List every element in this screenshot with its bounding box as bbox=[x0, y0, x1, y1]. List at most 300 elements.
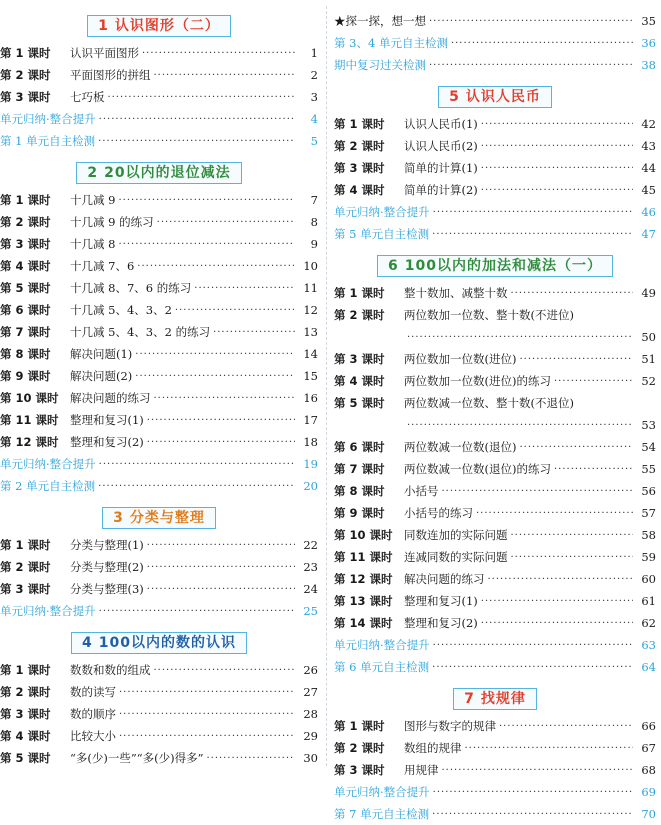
page-number: 57 bbox=[641, 506, 656, 520]
page-number: 47 bbox=[641, 227, 656, 241]
lesson-label: 第 12 课时 bbox=[0, 435, 59, 449]
lesson-title: 平面图形的拼组 bbox=[70, 68, 151, 82]
lesson-title: 解决问题的练习 bbox=[404, 572, 485, 586]
page-number: 43 bbox=[641, 139, 656, 153]
toc-entry[interactable] bbox=[0, 365, 318, 387]
dot-leader bbox=[481, 596, 633, 607]
dot-leader bbox=[465, 743, 634, 754]
toc-entry[interactable] bbox=[0, 681, 318, 703]
lesson-label: 第 1 课时 bbox=[334, 286, 385, 300]
page-number: 25 bbox=[303, 604, 318, 618]
lesson-title: 十几减 8、7、6 的练习 bbox=[70, 281, 192, 295]
dot-leader bbox=[432, 809, 633, 820]
lesson-label: 第 5 课时 bbox=[334, 396, 385, 410]
lesson-label: 第 2 课时 bbox=[0, 68, 51, 82]
column-divider bbox=[326, 6, 328, 766]
review-title: 单元归纳·整合提升 bbox=[0, 604, 96, 618]
page-number: 38 bbox=[641, 58, 656, 72]
page-number: 55 bbox=[641, 462, 656, 476]
page-number: 60 bbox=[641, 572, 656, 586]
page-number: 70 bbox=[641, 807, 656, 821]
lesson-label: 第 9 课时 bbox=[334, 506, 385, 520]
toc-entry[interactable] bbox=[334, 113, 656, 135]
lesson-label: 第 9 课时 bbox=[0, 369, 51, 383]
page-number: 24 bbox=[303, 582, 318, 596]
dot-leader bbox=[154, 665, 296, 676]
page-number: 54 bbox=[641, 440, 656, 454]
lesson-title: 数的读写 bbox=[70, 685, 116, 699]
toc-entry[interactable] bbox=[0, 255, 318, 277]
lesson-label: 第 7 课时 bbox=[0, 325, 51, 339]
toc-entry[interactable] bbox=[0, 600, 318, 622]
dot-leader bbox=[206, 753, 295, 764]
page-number: 29 bbox=[303, 729, 318, 743]
toc-entry[interactable] bbox=[334, 759, 656, 781]
dot-leader bbox=[432, 662, 633, 673]
page-number: 4 bbox=[310, 112, 318, 126]
page-number: 11 bbox=[303, 281, 318, 295]
page-number: 64 bbox=[641, 660, 656, 674]
lesson-label: 第 2 课时 bbox=[0, 215, 51, 229]
lesson-label: 第 1 课时 bbox=[0, 46, 51, 60]
lesson-title: 数数和数的组成 bbox=[70, 663, 151, 677]
dot-leader bbox=[476, 508, 633, 519]
lesson-label: 第 1 课时 bbox=[0, 663, 51, 677]
dot-leader bbox=[481, 618, 633, 629]
lesson-title: 图形与数字的规律 bbox=[404, 719, 496, 733]
toc-entry[interactable] bbox=[334, 568, 656, 590]
toc-entry[interactable] bbox=[334, 502, 656, 524]
lesson-label: 第 8 课时 bbox=[0, 347, 51, 361]
page-number: 62 bbox=[641, 616, 656, 630]
toc-entry[interactable] bbox=[0, 534, 318, 556]
dot-leader bbox=[98, 136, 295, 147]
review-title: 单元归纳·整合提升 bbox=[334, 205, 430, 219]
page-number: 68 bbox=[641, 763, 656, 777]
page-number: 46 bbox=[641, 205, 656, 219]
page-number: 7 bbox=[310, 193, 318, 207]
page-number: 28 bbox=[303, 707, 318, 721]
dot-leader bbox=[442, 765, 634, 776]
review-title: 单元归纳·整合提升 bbox=[0, 457, 96, 471]
dot-leader bbox=[98, 481, 295, 492]
dot-leader bbox=[119, 709, 295, 720]
dot-leader bbox=[481, 163, 633, 174]
dot-leader bbox=[433, 207, 633, 218]
page-number: 35 bbox=[641, 14, 656, 28]
unit-heading-box bbox=[438, 86, 552, 108]
dot-leader bbox=[554, 376, 633, 387]
dot-leader bbox=[99, 459, 295, 470]
dot-leader bbox=[99, 114, 295, 125]
toc-entry[interactable] bbox=[0, 277, 318, 299]
dot-leader bbox=[157, 217, 295, 228]
lesson-title: 十几减 5、4、3、2 bbox=[70, 303, 172, 317]
lesson-title: 数组的规律 bbox=[404, 741, 462, 755]
unit-title: 认识图形（二） bbox=[114, 18, 220, 34]
lesson-title: 整理和复习(2) bbox=[70, 435, 144, 449]
dot-leader bbox=[147, 437, 295, 448]
toc-entry[interactable] bbox=[0, 387, 318, 409]
toc-entry[interactable] bbox=[0, 130, 318, 152]
lesson-title: 解决问题的练习 bbox=[70, 391, 151, 405]
lesson-label: 第 1 课时 bbox=[334, 117, 385, 131]
toc-entry[interactable] bbox=[334, 392, 656, 436]
unit-number: 7 bbox=[464, 691, 475, 707]
toc-entry[interactable] bbox=[334, 480, 656, 502]
dot-leader bbox=[194, 283, 295, 294]
page-number: 14 bbox=[303, 347, 318, 361]
unit-title: 认识人民币 bbox=[465, 89, 541, 105]
lesson-title: 十几减 9 的练习 bbox=[70, 215, 154, 229]
dot-leader bbox=[433, 640, 633, 651]
dot-leader bbox=[407, 332, 633, 343]
page-number: 8 bbox=[310, 215, 318, 229]
lesson-label: 第 4 课时 bbox=[334, 183, 385, 197]
unit-heading bbox=[0, 631, 318, 655]
lesson-title: 整理和复习(2) bbox=[404, 616, 478, 630]
lesson-label: 第 2 课时 bbox=[334, 139, 385, 153]
page-number: 18 bbox=[303, 435, 318, 449]
page-number: 45 bbox=[641, 183, 656, 197]
toc-entry[interactable] bbox=[0, 299, 318, 321]
page-number: 10 bbox=[303, 259, 318, 273]
toc-entry[interactable] bbox=[334, 179, 656, 201]
unit-title: 分类与整理 bbox=[129, 510, 205, 526]
lesson-title: 小括号的练习 bbox=[404, 506, 473, 520]
lesson-label: 第 2 课时 bbox=[0, 560, 51, 574]
dot-leader bbox=[135, 349, 295, 360]
review-title: 单元归纳·整合提升 bbox=[334, 638, 430, 652]
dot-leader bbox=[511, 552, 634, 563]
lesson-label: 第 10 课时 bbox=[334, 528, 393, 542]
lesson-title: 十几减 9 bbox=[70, 193, 116, 207]
unit-heading bbox=[0, 161, 318, 185]
toc-entry[interactable] bbox=[0, 233, 318, 255]
lesson-title: 解决问题(2) bbox=[70, 369, 133, 383]
dot-leader bbox=[481, 185, 633, 196]
toc-entry[interactable] bbox=[0, 189, 318, 211]
lesson-title: 比较大小 bbox=[70, 729, 116, 743]
lesson-label: 第 1 课时 bbox=[0, 538, 51, 552]
page-number: 23 bbox=[303, 560, 318, 574]
dot-leader bbox=[451, 38, 633, 49]
lesson-label: 第 14 课时 bbox=[334, 616, 393, 630]
dot-leader bbox=[407, 420, 633, 431]
lesson-title: 两位数加一位数、整十数(不进位) bbox=[404, 308, 574, 322]
unit-heading-box bbox=[377, 255, 613, 277]
page-number: 1 bbox=[310, 46, 318, 60]
page-number: 15 bbox=[303, 369, 318, 383]
page-number: 59 bbox=[641, 550, 656, 564]
page-number: 66 bbox=[641, 719, 656, 733]
toc-entry[interactable] bbox=[0, 409, 318, 431]
toc-entry[interactable] bbox=[334, 803, 656, 825]
toc-entry[interactable] bbox=[0, 747, 318, 769]
toc-entry[interactable] bbox=[0, 431, 318, 453]
lesson-label: 第 5 课时 bbox=[0, 751, 51, 765]
page-number: 56 bbox=[641, 484, 656, 498]
toc-entry-body bbox=[334, 392, 656, 436]
lesson-title: 两位数加一位数(进位) bbox=[404, 352, 517, 366]
page-number: 69 bbox=[641, 785, 656, 799]
dot-leader bbox=[118, 195, 295, 206]
lesson-title: 数的顺序 bbox=[70, 707, 116, 721]
dot-leader bbox=[511, 288, 634, 299]
toc-entry[interactable] bbox=[0, 659, 318, 681]
review-title: 第 5 单元自主检测 bbox=[334, 227, 430, 241]
toc-entry[interactable] bbox=[334, 304, 656, 348]
toc-entry[interactable] bbox=[334, 656, 656, 678]
page-number: 12 bbox=[303, 303, 318, 317]
lesson-title: 两位数减一位数(退位) bbox=[404, 440, 517, 454]
page-number: 27 bbox=[303, 685, 318, 699]
lesson-label: 第 3 课时 bbox=[334, 161, 385, 175]
unit-heading-box bbox=[76, 162, 241, 184]
toc-entry[interactable] bbox=[334, 546, 656, 568]
toc-entry[interactable] bbox=[0, 343, 318, 365]
lesson-title: 整理和复习(1) bbox=[404, 594, 478, 608]
toc-entry[interactable] bbox=[0, 211, 318, 233]
toc-entry-line bbox=[334, 326, 656, 348]
page-number: 53 bbox=[641, 418, 656, 432]
dot-leader bbox=[429, 16, 633, 27]
page-number: 2 bbox=[310, 68, 318, 82]
lesson-label: 第 2 课时 bbox=[0, 685, 51, 699]
toc-entry[interactable] bbox=[334, 781, 656, 803]
lesson-title: 认识平面图形 bbox=[70, 46, 139, 60]
lesson-label: 第 3 课时 bbox=[0, 90, 51, 104]
lesson-label: 第 5 课时 bbox=[0, 281, 51, 295]
dot-leader bbox=[519, 354, 633, 365]
lesson-label: 第 13 课时 bbox=[334, 594, 393, 608]
toc-entry[interactable] bbox=[0, 42, 318, 64]
dot-leader bbox=[147, 562, 295, 573]
unit-title: 100以内的数的认识 bbox=[98, 635, 236, 651]
toc-entry[interactable] bbox=[0, 108, 318, 130]
unit-number: 4 bbox=[82, 635, 93, 651]
page-number: 30 bbox=[303, 751, 318, 765]
dot-leader bbox=[108, 92, 296, 103]
toc-entry[interactable] bbox=[334, 10, 656, 32]
lesson-label: 第 8 课时 bbox=[334, 484, 385, 498]
lesson-title: 十几减 8 bbox=[70, 237, 116, 251]
review-title: 第 1 单元自主检测 bbox=[0, 134, 96, 148]
lesson-label: 第 3 课时 bbox=[0, 707, 51, 721]
lesson-label: 第 11 课时 bbox=[0, 413, 59, 427]
dot-leader bbox=[432, 229, 633, 240]
lesson-title: 认识人民币(2) bbox=[404, 139, 478, 153]
lesson-label: 第 12 课时 bbox=[334, 572, 393, 586]
page-number: 16 bbox=[303, 391, 318, 405]
unit-title: 找规律 bbox=[480, 691, 526, 707]
toc-entry[interactable] bbox=[334, 737, 656, 759]
page-number: 58 bbox=[641, 528, 656, 542]
review-title: 第 6 单元自主检测 bbox=[334, 660, 430, 674]
lesson-title: 两位数加一位数(进位)的练习 bbox=[404, 374, 551, 388]
dot-leader bbox=[488, 574, 634, 585]
toc-entry-body bbox=[334, 304, 656, 348]
toc-entry[interactable] bbox=[334, 715, 656, 737]
toc-entry[interactable] bbox=[0, 453, 318, 475]
lesson-label: 第 2 课时 bbox=[334, 741, 385, 755]
lesson-title: 解决问题(1) bbox=[70, 347, 133, 361]
unit-heading-box bbox=[102, 507, 216, 529]
review-title: 单元归纳·整合提升 bbox=[334, 785, 430, 799]
toc-entry[interactable] bbox=[0, 556, 318, 578]
page-number: 36 bbox=[641, 36, 656, 50]
toc-entry[interactable] bbox=[0, 475, 318, 497]
lesson-label: 第 6 课时 bbox=[0, 303, 51, 317]
page-number: 49 bbox=[641, 286, 656, 300]
page-number: 3 bbox=[310, 90, 318, 104]
lesson-label: 第 4 课时 bbox=[0, 259, 51, 273]
dot-leader bbox=[433, 787, 633, 798]
lesson-title: ★探一探，想一想 bbox=[334, 14, 426, 28]
dot-leader bbox=[175, 305, 295, 316]
lesson-label: 第 2 课时 bbox=[334, 308, 385, 322]
lesson-label: 第 6 课时 bbox=[334, 440, 385, 454]
unit-number: 5 bbox=[449, 89, 460, 105]
unit-title: 20以内的退位减法 bbox=[104, 165, 231, 181]
dot-leader bbox=[499, 721, 633, 732]
dot-leader bbox=[511, 530, 634, 541]
lesson-label: 第 7 课时 bbox=[334, 462, 385, 476]
page-number: 67 bbox=[641, 741, 656, 755]
unit-heading-box bbox=[453, 688, 537, 710]
lesson-title: “多(少)一些”“多(少)得多” bbox=[70, 751, 204, 765]
toc-entry[interactable] bbox=[334, 157, 656, 179]
lesson-title: 整理和复习(1) bbox=[70, 413, 144, 427]
lesson-label: 第 11 课时 bbox=[334, 550, 393, 564]
dot-leader bbox=[154, 70, 296, 81]
toc-entry[interactable] bbox=[334, 32, 656, 54]
dot-leader bbox=[442, 486, 634, 497]
lesson-title: 十几减 7、6 bbox=[70, 259, 135, 273]
toc-entry[interactable] bbox=[334, 135, 656, 157]
page-number: 44 bbox=[641, 161, 656, 175]
toc-entry-line bbox=[334, 414, 656, 436]
lesson-label: 第 4 课时 bbox=[0, 729, 51, 743]
toc-entry-line bbox=[334, 392, 656, 414]
dot-leader bbox=[429, 60, 633, 71]
unit-number: 2 bbox=[87, 165, 99, 181]
dot-leader bbox=[118, 239, 295, 250]
lesson-label: 第 4 课时 bbox=[334, 374, 385, 388]
toc-entry[interactable] bbox=[334, 54, 656, 76]
unit-number: 1 bbox=[98, 18, 109, 34]
toc-entry[interactable] bbox=[0, 578, 318, 600]
page-number: 50 bbox=[641, 330, 656, 344]
lesson-title: 分类与整理(1) bbox=[70, 538, 144, 552]
lesson-label: 第 3 课时 bbox=[0, 237, 51, 251]
dot-leader bbox=[119, 687, 295, 698]
dot-leader bbox=[99, 606, 295, 617]
lesson-label: 第 3 课时 bbox=[334, 763, 385, 777]
review-title: 第 2 单元自主检测 bbox=[0, 479, 96, 493]
lesson-title: 连减同数的实际问题 bbox=[404, 550, 508, 564]
lesson-title: 用规律 bbox=[404, 763, 439, 777]
lesson-title: 简单的计算(2) bbox=[404, 183, 478, 197]
page-number: 22 bbox=[303, 538, 318, 552]
dot-leader bbox=[147, 540, 295, 551]
dot-leader bbox=[481, 119, 633, 130]
lesson-label: 第 1 课时 bbox=[0, 193, 51, 207]
page-number: 42 bbox=[641, 117, 656, 131]
unit-number: 6 bbox=[388, 258, 399, 274]
toc-entry[interactable] bbox=[334, 282, 656, 304]
dot-leader bbox=[213, 327, 295, 338]
page-number: 5 bbox=[310, 134, 318, 148]
toc-entry[interactable] bbox=[0, 64, 318, 86]
unit-title: 100以内的加法和减法（一） bbox=[404, 258, 602, 274]
review-title: 期中复习过关检测 bbox=[334, 58, 426, 72]
dot-leader bbox=[119, 731, 295, 742]
dot-leader bbox=[147, 415, 295, 426]
dot-leader bbox=[154, 393, 296, 404]
toc-entry[interactable] bbox=[334, 458, 656, 480]
page-number: 26 bbox=[303, 663, 318, 677]
toc-entry[interactable] bbox=[0, 725, 318, 747]
page-number: 19 bbox=[303, 457, 318, 471]
toc-entry-line bbox=[334, 304, 656, 326]
toc-entry[interactable] bbox=[334, 612, 656, 634]
toc-entry[interactable] bbox=[0, 703, 318, 725]
lesson-label: 第 1 课时 bbox=[334, 719, 385, 733]
toc-entry[interactable] bbox=[334, 590, 656, 612]
lesson-title: 简单的计算(1) bbox=[404, 161, 478, 175]
toc-entry[interactable] bbox=[334, 348, 656, 370]
lesson-label: 第 10 课时 bbox=[0, 391, 59, 405]
dot-leader bbox=[519, 442, 633, 453]
dot-leader bbox=[142, 48, 295, 59]
review-title: 第 7 单元自主检测 bbox=[334, 807, 430, 821]
page-number: 61 bbox=[641, 594, 656, 608]
review-title: 单元归纳·整合提升 bbox=[0, 112, 96, 126]
page-number: 51 bbox=[641, 352, 656, 366]
lesson-title: 七巧板 bbox=[70, 90, 105, 104]
toc-entry[interactable] bbox=[334, 436, 656, 458]
page-number: 20 bbox=[303, 479, 318, 493]
toc-entry[interactable] bbox=[334, 524, 656, 546]
unit-number: 3 bbox=[113, 510, 124, 526]
unit-heading bbox=[0, 14, 318, 38]
page-number: 9 bbox=[310, 237, 318, 251]
toc-entry[interactable] bbox=[334, 634, 656, 656]
toc-entry[interactable] bbox=[334, 201, 656, 223]
lesson-label: 第 3 课时 bbox=[334, 352, 385, 366]
unit-heading bbox=[334, 687, 656, 711]
lesson-title: 认识人民币(1) bbox=[404, 117, 478, 131]
toc-entry[interactable] bbox=[0, 86, 318, 108]
unit-heading-box bbox=[71, 632, 247, 654]
lesson-title: 小括号 bbox=[404, 484, 439, 498]
review-title: 第 3、4 单元自主检测 bbox=[334, 36, 448, 50]
dot-leader bbox=[147, 584, 295, 595]
unit-heading bbox=[0, 506, 318, 530]
lesson-title: 分类与整理(3) bbox=[70, 582, 144, 596]
lesson-title: 整十数加、减整十数 bbox=[404, 286, 508, 300]
toc-entry[interactable] bbox=[0, 321, 318, 343]
toc-entry[interactable] bbox=[334, 370, 656, 392]
lesson-title: 两位数减一位数(退位)的练习 bbox=[404, 462, 551, 476]
toc-entry[interactable] bbox=[334, 223, 656, 245]
dot-leader bbox=[554, 464, 633, 475]
page-number: 13 bbox=[303, 325, 318, 339]
page-number: 17 bbox=[303, 413, 318, 427]
dot-leader bbox=[135, 371, 295, 382]
lesson-label: 第 3 课时 bbox=[0, 582, 51, 596]
